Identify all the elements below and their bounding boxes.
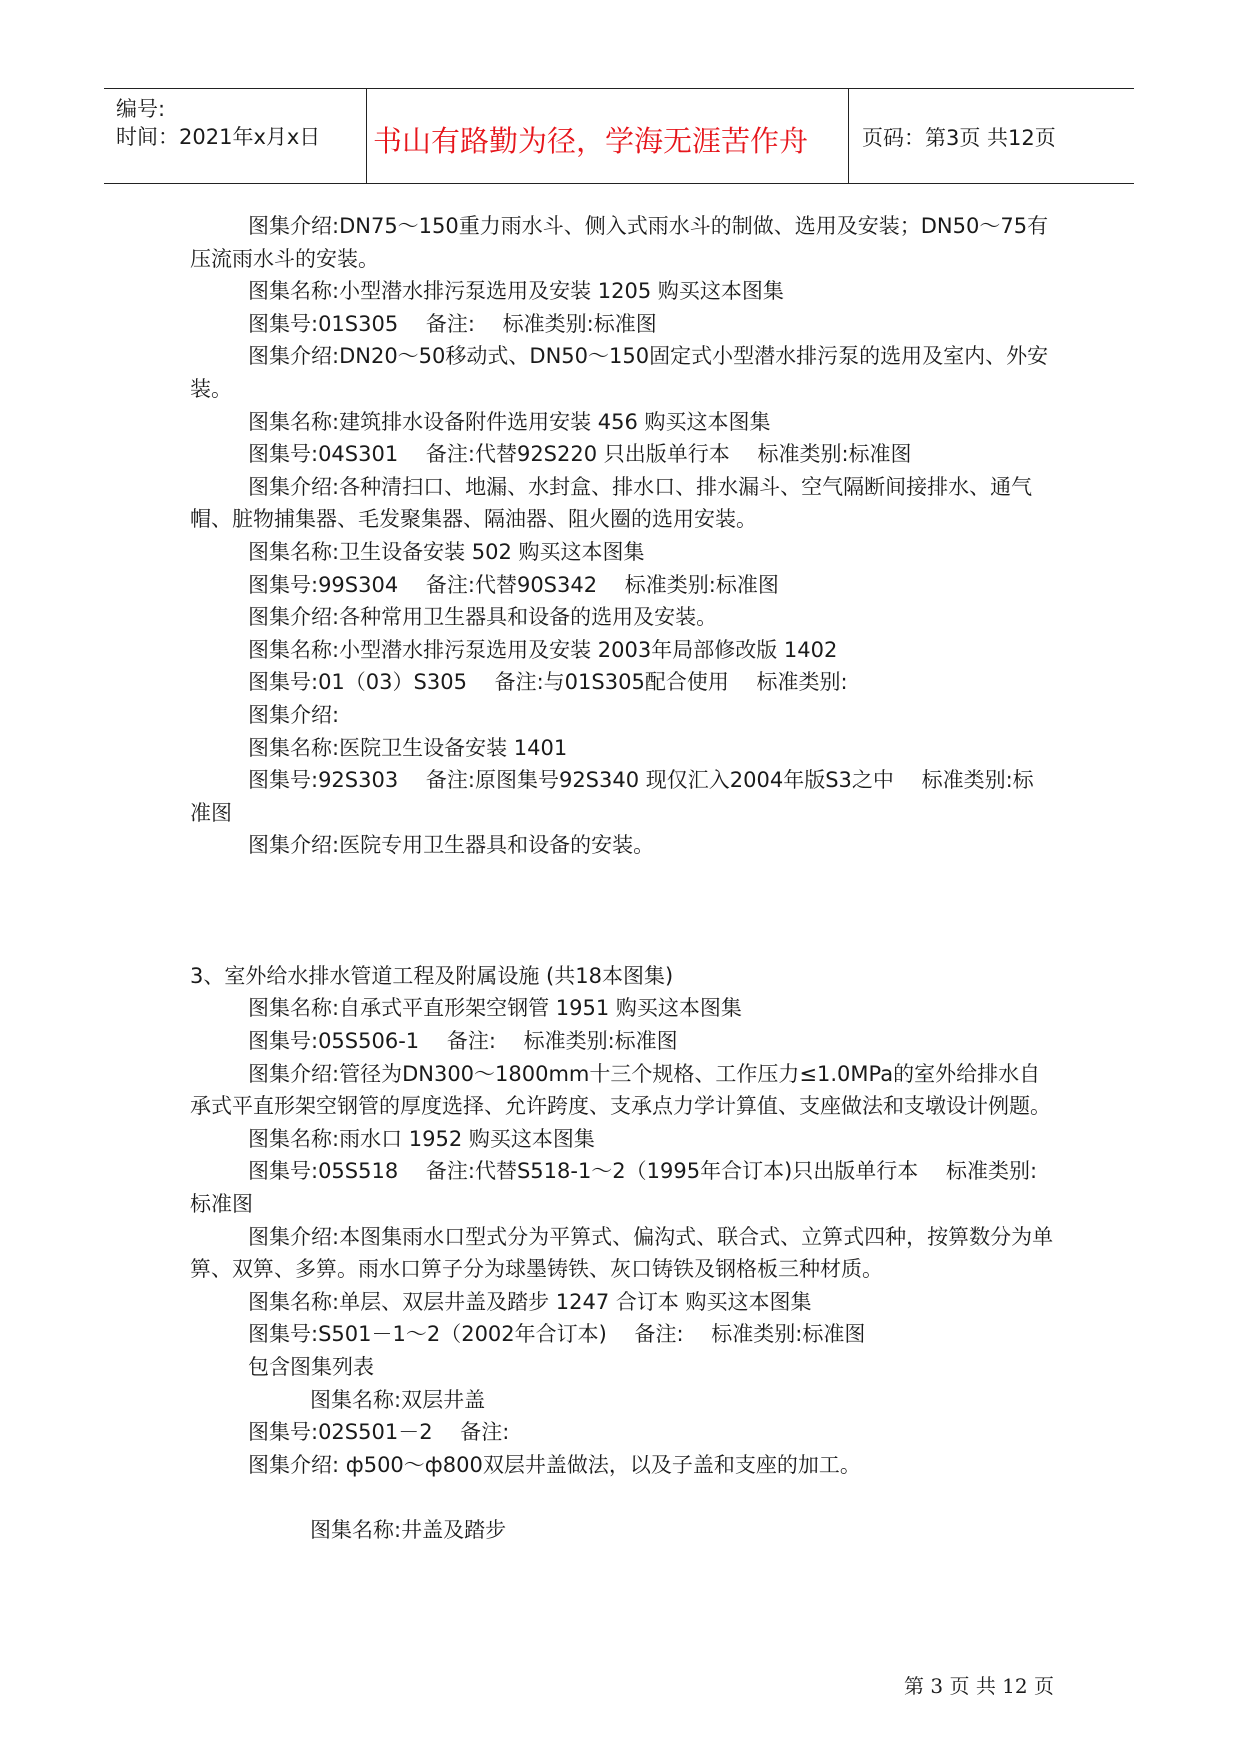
catalog-line: 图集介绍: ф500～ф800双层井盖做法，以及子盖和支座的加工。 <box>248 1452 861 1477</box>
date-text: 时间：2021年x月x日 <box>116 125 321 149</box>
catalog-line: 图集介绍:管径为DN300～1800mm十三个规格、工作压力≤1.0MPa的室外给排水自承式平直形架空钢管的厚度选择、允许跨度、支承点力学计算值、支座做法和支墩设计例题。 <box>190 1061 1051 1119</box>
catalog-line: 图集名称:单层、双层井盖及踏步 1247 合订本 购买这本图集 <box>248 1289 812 1314</box>
sub-atlas-name: 图集名称:井盖及踏步 <box>310 1517 507 1542</box>
catalog-line: 图集号:99S304 备注:代替90S342 标准类别:标准图 <box>248 572 779 597</box>
catalog-line: 图集号:01（03）S305 备注:与01S305配合使用 标准类别: <box>248 670 848 695</box>
catalog-line: 图集名称:建筑排水设备附件选用安装 456 购买这本图集 <box>248 409 771 434</box>
sub-atlas-name: 图集名称:双层井盖 <box>310 1387 486 1412</box>
catalog-line: 图集号:02S501－2 备注: <box>248 1420 510 1445</box>
header-page-number: 页码：第3页 共12页 <box>862 126 1056 150</box>
header-motto: 书山有路勤为径，学海无涯苦作舟 <box>372 124 808 158</box>
catalog-line: 图集号:S501－1～2（2002年合订本) 备注: 标准类别:标准图 <box>248 1322 866 1347</box>
catalog-line: 图集介绍:DN75～150重力雨水斗、侧入式雨水斗的制做、选用及安装；DN50～75有压流雨水斗的安装。 <box>190 214 1049 271</box>
document-body <box>190 210 1054 1547</box>
catalog-line: 图集号:01S305 备注: 标准类别:标准图 <box>248 311 657 336</box>
page-footer: 第 3 页 共 12 页 <box>904 1674 1054 1698</box>
serial-label: 编号: <box>116 97 166 121</box>
catalog-line: 图集介绍:医院专用卫生器具和设备的安装。 <box>248 833 655 858</box>
catalog-line: 图集名称:小型潜水排污泵选用及安装 1205 购买这本图集 <box>248 279 784 304</box>
catalog-line: 图集名称:小型潜水排污泵选用及安装 2003年局部修改版 1402 <box>248 637 838 662</box>
catalog-list <box>190 992 1054 1383</box>
catalog-list <box>190 210 1054 862</box>
catalog-line: 图集介绍: <box>248 702 340 727</box>
catalog-line: 图集介绍:各种清扫口、地漏、水封盒、排水口、排水漏斗、空气隔断间接排水、通气帽、脏物捕集器、毛发聚集器、隔油器、阻火圈的选用安装。 <box>190 474 1033 532</box>
catalog-line: 图集名称:卫生设备安装 502 购买这本图集 <box>248 539 645 564</box>
catalog-line: 图集号:05S506-1 备注: 标准类别:标准图 <box>248 1029 678 1054</box>
catalog-line: 图集名称:雨水口 1952 购买这本图集 <box>248 1126 595 1151</box>
catalog-line: 图集介绍:DN20～50移动式、DN50～150固定式小型潜水排污泵的选用及室内、外安装。 <box>190 344 1049 401</box>
spacer <box>190 1481 1054 1514</box>
catalog-line: 包含图集列表 <box>248 1355 374 1379</box>
header-divider <box>848 89 849 183</box>
catalog-line: 图集名称:医院卫生设备安装 1401 <box>248 735 568 760</box>
catalog-line: 图集介绍:本图集雨水口型式分为平箅式、偏沟式、联合式、立箅式四种，按箅数分为单箅、双箅、多箅。雨水口箅子分为球墨铸铁、灰口铸铁及钢格板三种材质。 <box>190 1224 1054 1282</box>
catalog-line: 图集号:05S518 备注:代替S518-1～2（1995年合订本)只出版单行本 标准类别:标准图 <box>190 1159 1038 1217</box>
catalog-line: 图集号:04S301 备注:代替92S220 只出版单行本 标准类别:标准图 <box>248 442 912 467</box>
catalog-line: 图集介绍:各种常用卫生器具和设备的选用及安装。 <box>248 605 718 630</box>
catalog-line: 图集号:92S303 备注:原图集号92S340 现仅汇入2004年版S3之中 标准类别:标准图 <box>190 768 1034 825</box>
catalog-list <box>190 1416 1054 1481</box>
page-header <box>104 88 1134 184</box>
catalog-line: 图集名称:自承式平直形架空钢管 1951 购买这本图集 <box>248 996 742 1021</box>
section-heading: 3、室外给水排水管道工程及附属设施 (共18本图集) <box>190 963 674 988</box>
